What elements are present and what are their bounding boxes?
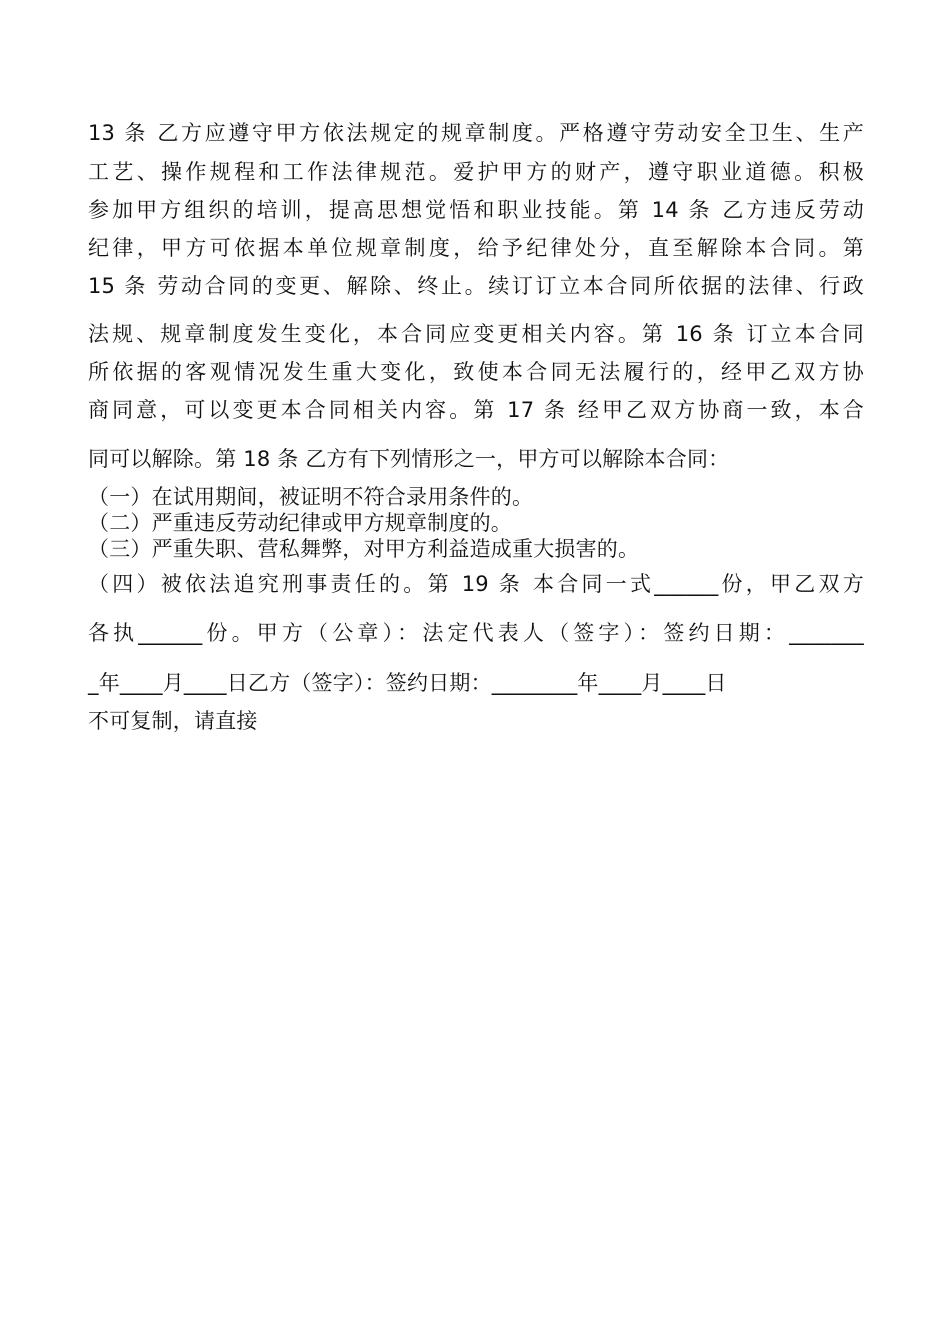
paragraph-line: 纪律，甲方可依据本单位规章制度，给予纪律处分，直至解除本合同。第 bbox=[88, 236, 864, 260]
paragraph-line: 13 条 乙方应遵守甲方依法规定的规章制度。严格遵守劳动安全卫生、生产 bbox=[88, 121, 864, 145]
signature-line: _年____月____日乙方（签字）：签约日期：________年____月____日 bbox=[88, 671, 727, 695]
list-item: （四）被依法追究刑事责任的。第 19 条 本合同一式______份，甲乙双方 bbox=[88, 572, 864, 596]
list-item: （一）在试用期间，被证明不符合录用条件的。 bbox=[88, 485, 534, 509]
paragraph-line: 工艺、操作规程和工作法律规范。爱护甲方的财产，遵守职业道德。积极 bbox=[88, 160, 864, 184]
paragraph-line: 同可以解除。第 18 条 乙方有下列情形之一，甲方可以解除本合同： bbox=[88, 447, 730, 471]
paragraph-line: 15 条 劳动合同的变更、解除、终止。续订订立本合同所依据的法律、行政 bbox=[88, 274, 864, 298]
list-item: （二）严重违反劳动纪律或甲方规章制度的。 bbox=[88, 511, 512, 535]
list-item: （三）严重失职、营私舞弊，对甲方利益造成重大损害的。 bbox=[88, 537, 640, 561]
paragraph-line: 法规、规章制度发生变化，本合同应变更相关内容。第 16 条 订立本合同 bbox=[88, 322, 864, 346]
signature-line: 各执______份。甲方（公章）：法定代表人（签字）：签约日期：_______ bbox=[88, 621, 864, 645]
paragraph-line: 参加甲方组织的培训，提高思想觉悟和职业技能。第 14 条 乙方违反劳动 bbox=[88, 198, 864, 222]
footer-note: 不可复制，请直接 bbox=[88, 709, 258, 733]
paragraph-line: 所依据的客观情况发生重大变化，致使本合同无法履行的，经甲乙双方协 bbox=[88, 360, 864, 384]
paragraph-line: 商同意，可以变更本合同相关内容。第 17 条 经甲乙双方协商一致，本合 bbox=[88, 398, 864, 422]
